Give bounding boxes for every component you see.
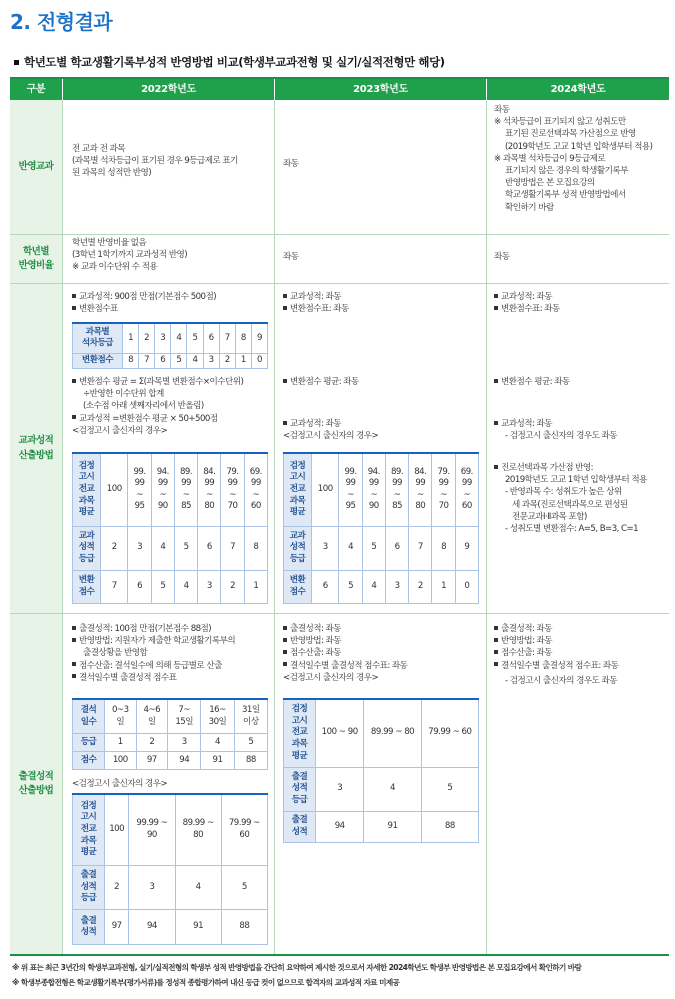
- ged-grade-row: [73, 526, 268, 570]
- attendance-score-row: [73, 752, 268, 770]
- conversion-score-cell: 2: [219, 353, 235, 368]
- ged-grade-cell: 5: [421, 767, 478, 811]
- ged-score-cell: 88: [221, 910, 267, 945]
- ged-grade-row: [73, 865, 268, 910]
- column-divider: [274, 100, 275, 956]
- attendance-score-cell: 91: [201, 752, 234, 770]
- conversion-score-cell: 0: [251, 353, 267, 368]
- subject-2023: 좌동: [283, 159, 299, 169]
- attendance-grade-cell: 2: [136, 734, 168, 752]
- header-2023: 2023학년도: [275, 79, 486, 100]
- conversion-score-cell: 3: [203, 353, 219, 368]
- row-label-grades: 교과성적 산출방법: [10, 284, 62, 613]
- conversion-grade-header: 과목별 석차등급: [73, 323, 123, 353]
- ged-score-cell: 94: [129, 910, 175, 945]
- grades-2024-elective: 진로선택과목 가산점 반영: 2019학년도 고교 1학년 입학생부터 적용 - 반영과목 수: 성취도가 높은 상위 세 과목(진로선택과목으로 편성된 전문교과Ⅰ·Ⅱ과목 포함) - 성취도별 변환점수: A=5, B=3, C=1: [494, 462, 669, 535]
- bullet-icon: [72, 379, 76, 383]
- ged-score-cell: 91: [364, 811, 421, 842]
- ged-average-row: [284, 453, 479, 526]
- ged-score-row: [73, 910, 268, 945]
- bullet-icon: [72, 674, 76, 678]
- ged-average-cell: 89. 99 ~ 85: [385, 453, 408, 526]
- ged-average-cell: 99. 99 ~ 95: [339, 453, 362, 526]
- ged-score-cell: 91: [175, 910, 221, 945]
- ged-attendance-table-2023: [283, 698, 479, 843]
- ged-score-cell: 2: [409, 570, 432, 603]
- row-label-ratio: 학년별 반영비율: [10, 235, 62, 283]
- absence-days-cell: 0~3 일: [105, 699, 137, 734]
- ged-grade-cell: 8: [432, 526, 455, 570]
- ged-grade-header: 교과 성적 등급: [73, 526, 101, 570]
- ged-average-header: 검정 고시 전교 과목 평균: [73, 794, 105, 865]
- conversion-grade-cell: 9: [251, 323, 267, 353]
- bullet-icon: [494, 638, 498, 642]
- ged-average-cell: 100: [105, 794, 129, 865]
- ged-average-cell: 100: [312, 453, 339, 526]
- column-divider: [62, 100, 63, 956]
- ged-average-cell: 100: [101, 453, 128, 526]
- conversion-score-cell: 1: [235, 353, 251, 368]
- bullet-icon: [283, 638, 287, 642]
- ged-score-cell: 94: [316, 811, 364, 842]
- ged-score-cell: 1: [432, 570, 455, 603]
- ged-average-cell: 84. 99 ~ 80: [198, 453, 221, 526]
- section-subtitle: 학년도별 학교생활기록부성적 반영방법 비교(학생부교과전형 및 실기/실적전형만 해당): [14, 54, 445, 70]
- ged-grade-cell: 5: [174, 526, 197, 570]
- absence-days-cell: 16~ 30일: [201, 699, 234, 734]
- ged-score-cell: 3: [385, 570, 408, 603]
- ged-average-header: 검정 고시 전교 과목 평균: [284, 453, 312, 526]
- ged-score-row: [73, 570, 268, 603]
- ged-grade-table-2023: [283, 452, 479, 604]
- bullet-icon: [72, 294, 76, 298]
- ged-score-cell: 7: [101, 570, 128, 603]
- absence-days-cell: 31일 이상: [234, 699, 267, 734]
- ged-score-cell: 97: [105, 910, 129, 945]
- subject-2024: 좌동 ※ 석차등급이 표기되지 않고 성취도만 표기된 진로선택과목 가산점으로 반영 (2019학년도 고교 1학년 입학생부터 적용) ※ 과목별 석차등급이 9등급제로 표기되지 않은 경우의 학생활기록부 반영방법은 본 모집요강의 학교생활기록부 성적 반영방법에서 확인하기 바람: [494, 105, 653, 213]
- ged-score-cell: 1: [244, 570, 267, 603]
- ged-grade-cell: 3: [312, 526, 339, 570]
- ged-average-cell: 89.99 ~ 80: [364, 699, 421, 767]
- ged-average-cell: 79.99 ~ 60: [221, 794, 267, 865]
- ged-grade-cell: 4: [175, 865, 221, 910]
- ged-grade-cell: 5: [362, 526, 385, 570]
- absence-days-cell: 7~ 15일: [168, 699, 201, 734]
- ged-grade-table-2022: [72, 452, 268, 604]
- ged-grade-header: 출결 성적 등급: [284, 767, 316, 811]
- bullet-icon: [72, 415, 76, 419]
- attendance-2023-top: 출결성적: 좌동 반영방법: 좌동 점수산출: 좌동 결석일수별 출결성적 점수표: 좌동 <검정고시 출신자의 경우>: [283, 624, 408, 683]
- attendance-grade-cell: 4: [201, 734, 234, 752]
- attendance-2022-top: 출결성적: 100점 만점(기본점수 88점) 반영방법: 지원자가 제출한 학교생활기록부의 출결상황을 반영함 점수산출: 결석일수에 의해 등급별로 산출 결석일수별 출결성적 점수표: [72, 623, 277, 684]
- ged-score-header: 출결 성적: [73, 910, 105, 945]
- ged-grade-cell: 4: [151, 526, 174, 570]
- absence-days-row: [73, 699, 268, 734]
- conversion-score-cell: 5: [171, 353, 187, 368]
- ged-score-cell: 4: [174, 570, 197, 603]
- row-divider: [10, 234, 669, 235]
- ged-grade-cell: 2: [105, 865, 129, 910]
- ged-grade-cell: 4: [364, 767, 421, 811]
- absence-days-cell: 4~6 일: [136, 699, 168, 734]
- ged-score-header: 변환 점수: [284, 570, 312, 603]
- ged-average-cell: 94. 99 ~ 90: [362, 453, 385, 526]
- ged-score-cell: 5: [151, 570, 174, 603]
- page-title: 2. 전형결과: [10, 10, 113, 34]
- bullet-icon: [72, 662, 76, 666]
- attendance-score-cell: 88: [234, 752, 267, 770]
- ged-grade-cell: 2: [101, 526, 128, 570]
- ged-grade-cell: 3: [129, 865, 175, 910]
- bullet-icon: [72, 306, 76, 310]
- ged-grade-cell: 3: [316, 767, 364, 811]
- ged-grade-cell: 7: [221, 526, 244, 570]
- conversion-score-row: [73, 353, 268, 368]
- attendance-grade-cell: 3: [168, 734, 201, 752]
- subject-2022: 전 교과 전 과목 (과목별 석차등급이 표기된 경우 9등급제로 표기 된 과목의 성적만 반영): [72, 144, 238, 179]
- attendance-grade-cell: 5: [234, 734, 267, 752]
- row-divider: [10, 613, 669, 614]
- attendance-score-header: 점수: [73, 752, 105, 770]
- footnote-2: ※ 학생부종합전형은 학교생활기록부(평가서류)를 정성적 종합평가하여 내신 등급 컷이 없으므로 합격자의 교과성적 자료 미제공: [12, 978, 400, 987]
- attendance-grade-cell: 1: [105, 734, 137, 752]
- ratio-2022: 학년별 반영비율 없음 (3학년 1학기까지 교과성적 반영) ※ 교과 이수단위 수 적용: [72, 238, 188, 273]
- grades-2023-top: 교과성적: 좌동 변환점수표: 좌동: [283, 291, 349, 315]
- grades-2024-mid: 변환점수 평균: 좌동: [494, 376, 570, 388]
- ged-score-header: 출결 성적: [284, 811, 316, 842]
- ged-average-cell: 69. 99 ~ 60: [244, 453, 267, 526]
- footnote-1: ※ 위 표는 최근 3년간의 학생부교과전형, 실기/실적전형의 학생부 성적 반영방법을 간단히 요약하여 제시한 것으로서 자세한 2024학년도 학생부 반영방법은 본 모집요강에서 확인하기 바람: [12, 963, 582, 972]
- ged-average-row: [73, 794, 268, 865]
- attendance-2022-ged-title: <검정고시 출신자의 경우>: [72, 779, 168, 789]
- comparison-table: [10, 77, 669, 954]
- attendance-score-cell: 97: [136, 752, 168, 770]
- ged-average-cell: 69. 99 ~ 60: [455, 453, 478, 526]
- ged-grade-cell: 7: [409, 526, 432, 570]
- bullet-icon: [494, 626, 498, 630]
- conversion-grade-cell: 7: [219, 323, 235, 353]
- ged-grade-cell: 5: [221, 865, 267, 910]
- ged-average-row: [284, 699, 479, 767]
- conversion-score-cell: 7: [139, 353, 155, 368]
- attendance-2024-top: 출결성적: 좌동 반영방법: 좌동 점수산출: 좌동 결석일수별 출결성적 점수표: 좌동 - 검정고시 출신자의 경우도 좌동: [494, 623, 669, 687]
- attendance-grade-header: 등급: [73, 734, 105, 752]
- bullet-icon: [494, 421, 498, 425]
- conversion-grade-row: [73, 323, 268, 353]
- row-label-subject: 반영교과: [10, 100, 62, 234]
- ratio-2023: 좌동: [283, 252, 299, 262]
- header-2024: 2024학년도: [487, 79, 669, 100]
- ged-average-cell: 100 ~ 90: [316, 699, 364, 767]
- ged-grade-cell: 6: [385, 526, 408, 570]
- ged-average-cell: 79. 99 ~ 70: [221, 453, 244, 526]
- bullet-icon: [283, 306, 287, 310]
- bullet-icon: [283, 626, 287, 630]
- attendance-score-cell: 100: [105, 752, 137, 770]
- bullet-icon: [494, 662, 498, 666]
- attendance-grade-row: [73, 734, 268, 752]
- attendance-score-table: [72, 698, 268, 770]
- ged-grade-cell: 3: [128, 526, 151, 570]
- ged-average-header: 검정 고시 전교 과목 평균: [284, 699, 316, 767]
- conversion-score-cell: 4: [187, 353, 203, 368]
- attendance-score-cell: 94: [168, 752, 201, 770]
- ged-average-cell: 84. 99 ~ 80: [409, 453, 432, 526]
- ged-average-cell: 99. 99 ~ 95: [128, 453, 151, 526]
- ged-grade-row: [284, 526, 479, 570]
- ged-score-cell: 5: [339, 570, 362, 603]
- conversion-grade-cell: 1: [123, 323, 139, 353]
- ged-grade-cell: 9: [455, 526, 478, 570]
- ged-score-cell: 0: [455, 570, 478, 603]
- ged-score-cell: 6: [128, 570, 151, 603]
- bullet-icon: [494, 294, 498, 298]
- header-category: 구분: [10, 79, 62, 100]
- ged-average-cell: 89.99 ~ 80: [175, 794, 221, 865]
- grades-2023-mid2: 교과성적: 좌동 <검정고시 출신자의 경우>: [283, 419, 379, 442]
- row-divider: [10, 283, 669, 284]
- grades-2024-top: 교과성적: 좌동 변환점수표: 좌동: [494, 291, 560, 315]
- table-bottom-border: [10, 954, 669, 956]
- bullet-icon: [494, 650, 498, 654]
- ged-score-header: 변환 점수: [73, 570, 101, 603]
- conversion-grade-cell: 5: [187, 323, 203, 353]
- ged-grade-header: 출결 성적 등급: [73, 865, 105, 910]
- grades-2022-formula: 변환점수 평균 = Σ(과목별 변환점수×이수단위) ÷반영한 이수단위 합계 (소수점 아래 셋째자리에서 반올림) 교과성적 =변환점수 평균 × 50+500점 <검정고시 출신자의 경우>: [72, 377, 244, 436]
- ged-score-cell: 3: [198, 570, 221, 603]
- column-divider: [486, 100, 487, 956]
- ged-grade-cell: 8: [244, 526, 267, 570]
- bullet-icon: [283, 379, 287, 383]
- conversion-grade-cell: 8: [235, 323, 251, 353]
- bullet-icon: [72, 626, 76, 630]
- ged-average-cell: 89. 99 ~ 85: [174, 453, 197, 526]
- ged-grade-row: [284, 767, 479, 811]
- bullet-icon: [283, 421, 287, 425]
- ged-score-cell: 4: [362, 570, 385, 603]
- ged-score-row: [284, 570, 479, 603]
- ged-average-cell: 94. 99 ~ 90: [151, 453, 174, 526]
- ged-score-cell: 6: [312, 570, 339, 603]
- conversion-score-header: 변환점수: [73, 353, 123, 368]
- ged-average-row: [73, 453, 268, 526]
- conversion-grade-cell: 2: [139, 323, 155, 353]
- conversion-grade-cell: 3: [155, 323, 171, 353]
- row-label-attendance: 출결성적 산출방법: [10, 614, 62, 954]
- conversion-score-table: [72, 322, 268, 369]
- ged-score-cell: 2: [221, 570, 244, 603]
- grades-2024-mid2: 교과성적: 좌동 - 검정고시 출신자의 경우도 좌동: [494, 418, 617, 442]
- grades-2022-top: 교과성적: 900점 만점(기본점수 500점) 변환점수표: [72, 291, 272, 315]
- absence-days-header: 결석 일수: [73, 699, 105, 734]
- bullet-icon: [72, 638, 76, 642]
- bullet-icon: [283, 294, 287, 298]
- ged-score-row: [284, 811, 479, 842]
- bullet-icon: [283, 650, 287, 654]
- ged-average-header: 검정 고시 전교 과목 평균: [73, 453, 101, 526]
- bullet-icon: [494, 379, 498, 383]
- conversion-grade-cell: 6: [203, 323, 219, 353]
- ratio-2024: 좌동: [494, 252, 510, 262]
- conversion-grade-cell: 4: [171, 323, 187, 353]
- bullet-icon: [494, 465, 498, 469]
- conversion-score-cell: 8: [123, 353, 139, 368]
- grades-2023-mid: 변환점수 평균: 좌동: [283, 376, 359, 388]
- header-2022: 2022학년도: [63, 79, 274, 100]
- ged-grade-header: 교과 성적 등급: [284, 526, 312, 570]
- ged-grade-cell: 6: [198, 526, 221, 570]
- ged-score-cell: 88: [421, 811, 478, 842]
- square-bullet-icon: [14, 60, 19, 65]
- ged-average-cell: 79.99 ~ 60: [421, 699, 478, 767]
- ged-average-cell: 79. 99 ~ 70: [432, 453, 455, 526]
- ged-attendance-table-2022: [72, 793, 268, 945]
- bullet-icon: [494, 306, 498, 310]
- ged-average-cell: 99.99 ~ 90: [129, 794, 175, 865]
- bullet-icon: [283, 662, 287, 666]
- conversion-score-cell: 6: [155, 353, 171, 368]
- ged-grade-cell: 4: [339, 526, 362, 570]
